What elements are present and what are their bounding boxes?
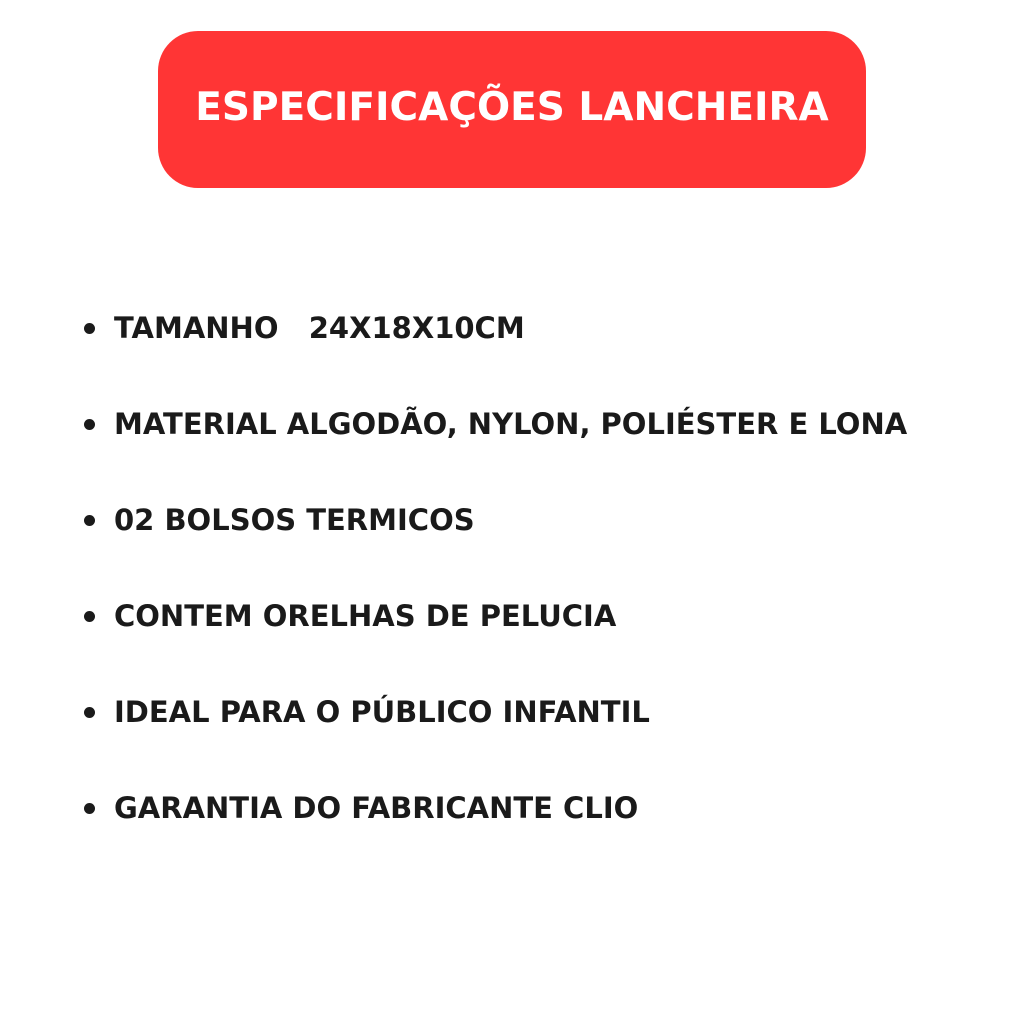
list-item — [78, 568, 1008, 664]
spec-audience: IDEAL PARA O PÚBLICO INFANTIL — [114, 695, 650, 729]
bullet-icon — [84, 515, 95, 526]
list-item — [78, 472, 1008, 568]
title-banner — [158, 31, 866, 188]
bullet-icon — [84, 707, 95, 718]
spec-warranty: GARANTIA DO FABRICANTE CLIO — [114, 791, 639, 825]
spec-pockets: 02 BOLSOS TERMICOS — [114, 503, 475, 537]
bullet-icon — [84, 323, 95, 334]
list-item — [78, 664, 1008, 760]
spec-material: MATERIAL ALGODÃO, NYLON, POLIÉSTER E LONA — [114, 407, 908, 441]
bullet-icon — [84, 611, 95, 622]
list-item — [78, 280, 1008, 376]
list-item — [78, 760, 1008, 856]
list-item — [78, 376, 1008, 472]
bullet-icon — [84, 419, 95, 430]
page-title: ESPECIFICAÇÕES LANCHEIRA — [195, 85, 829, 130]
bullet-icon — [84, 803, 95, 814]
spec-ears: CONTEM ORELHAS DE PELUCIA — [114, 599, 617, 633]
spec-list — [78, 280, 1008, 856]
spec-size: TAMANHO 24X18X10CM — [114, 311, 525, 345]
